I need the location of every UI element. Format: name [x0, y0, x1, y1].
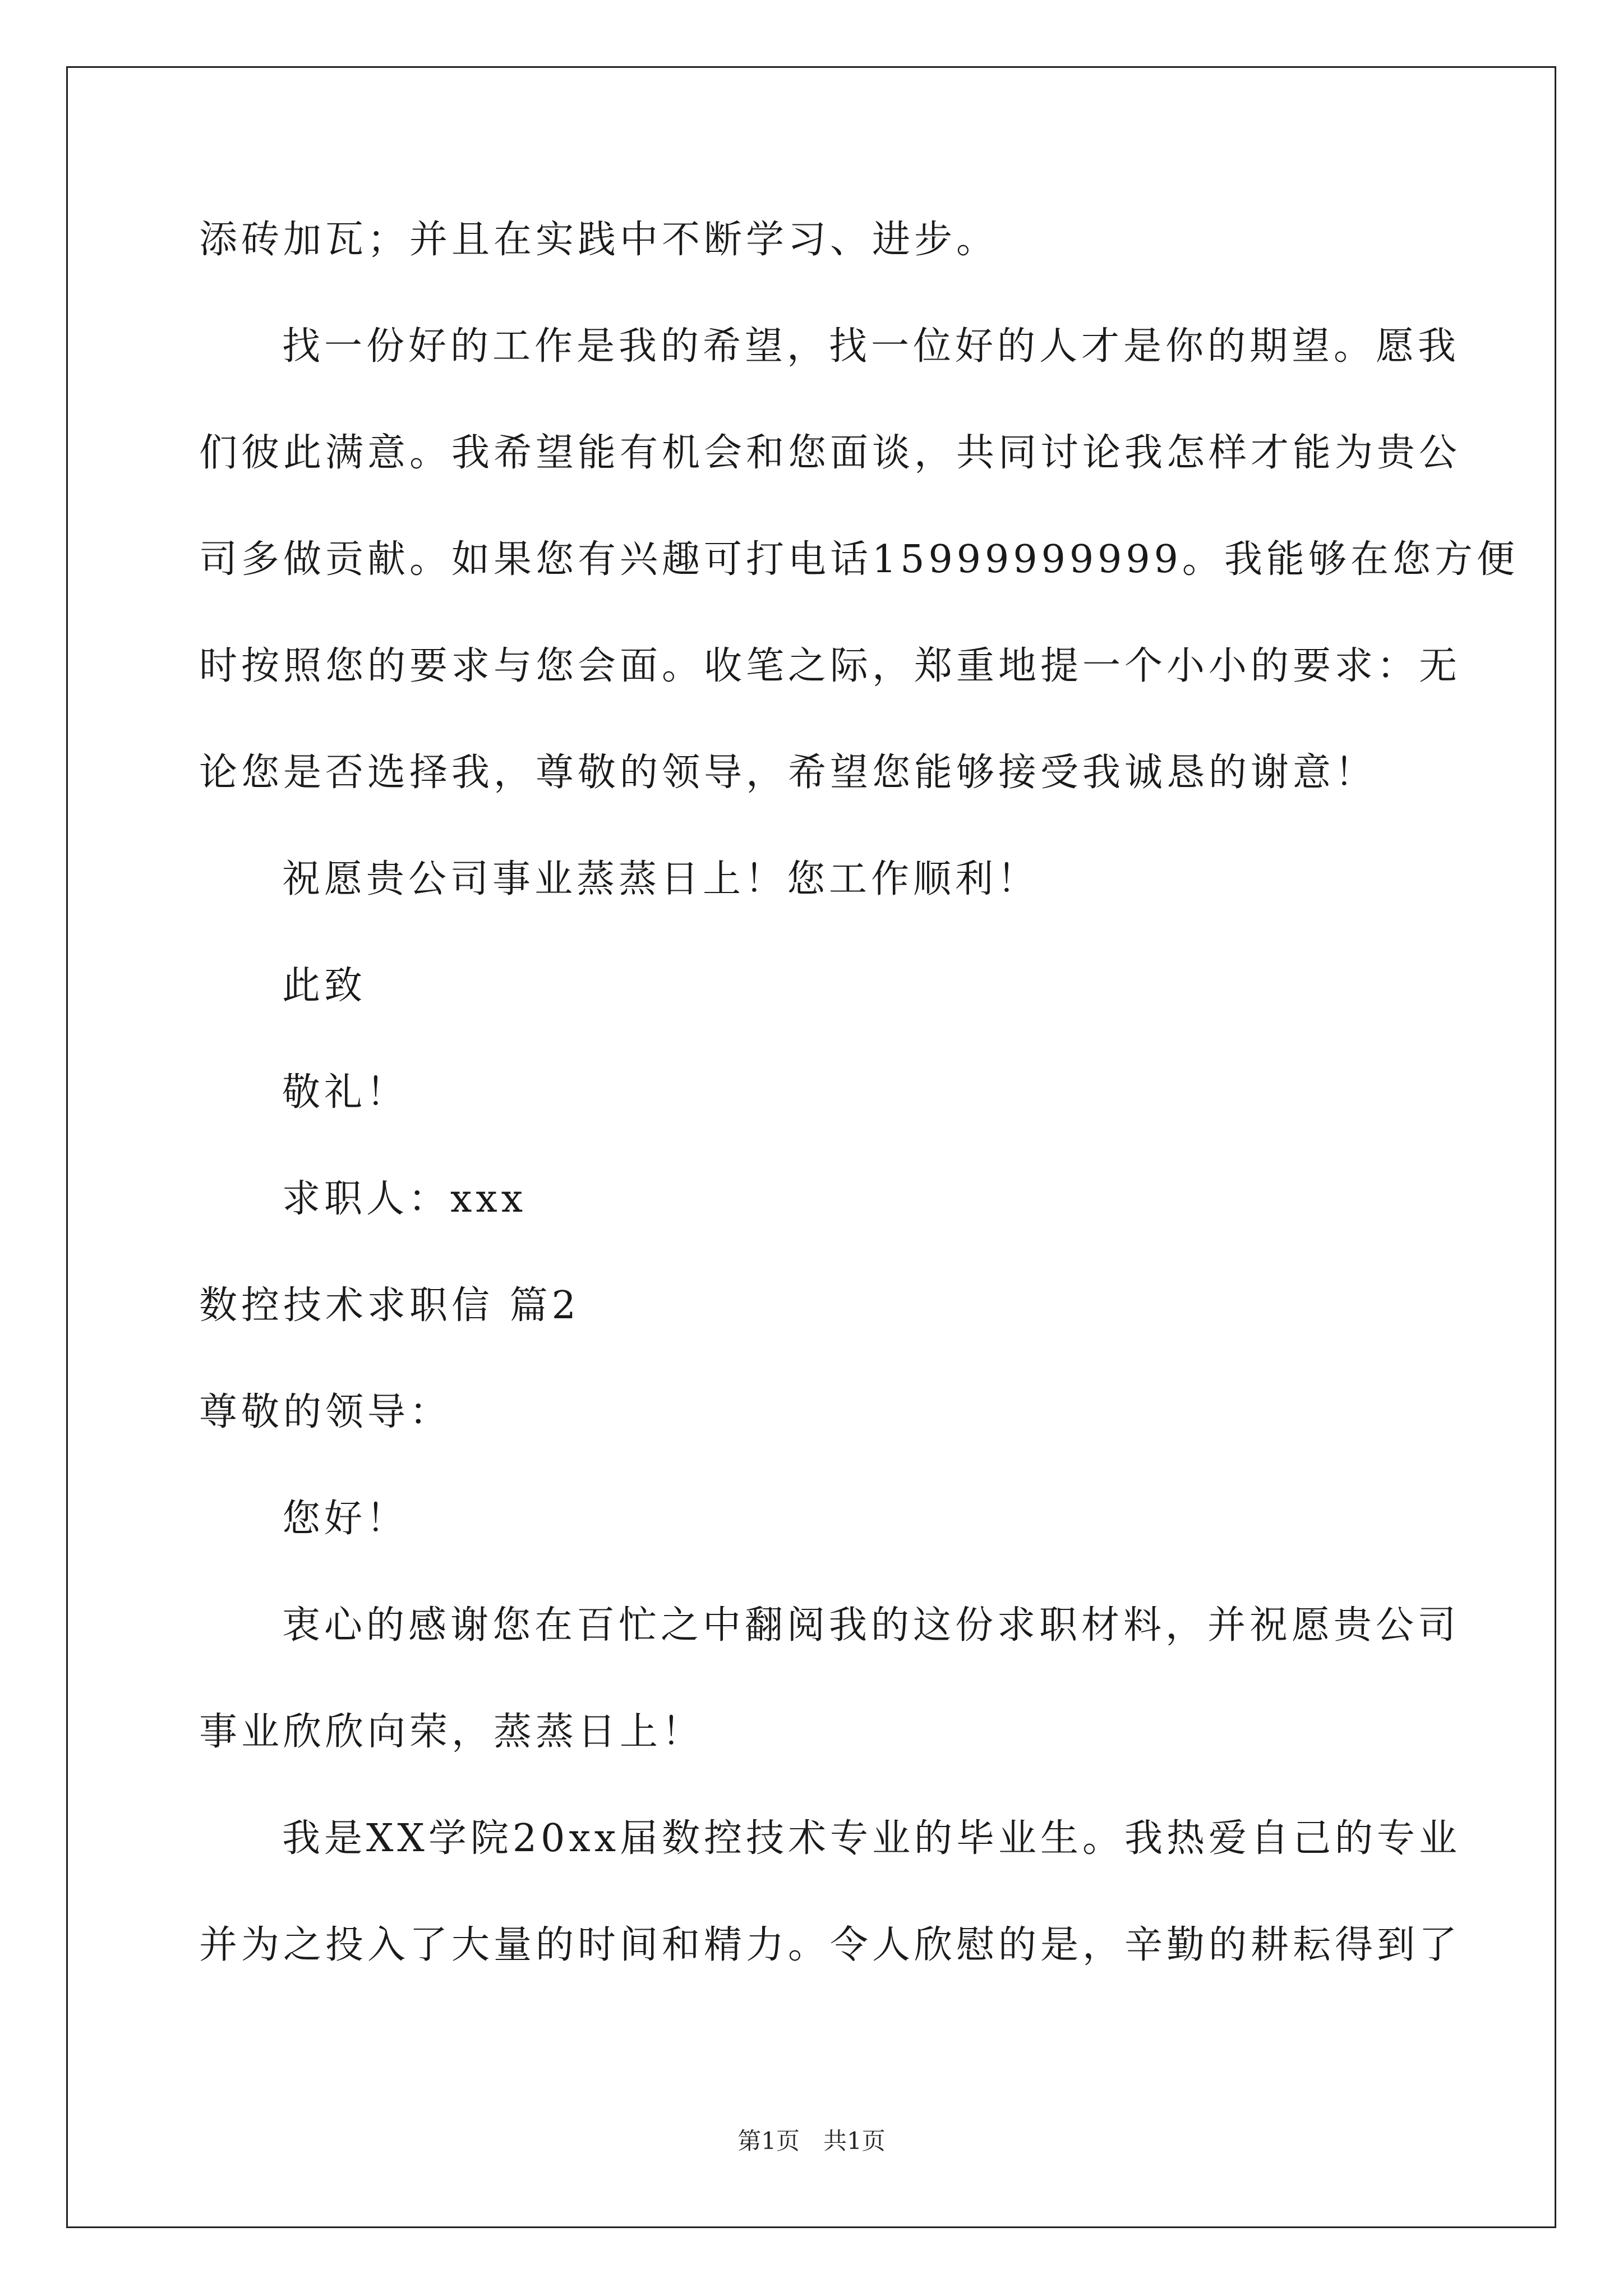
- paragraph-line: 我是XX学院20xx届数控技术专业的毕业生。我热爱自己的专业: [282, 1816, 1461, 1861]
- page-footer: 第1页 共1页: [737, 2127, 886, 2155]
- page-border: [66, 66, 1556, 2228]
- greeting-hello: 您好！: [282, 1497, 409, 1541]
- paragraph-line: 事业欣欣向荣，蒸蒸日上！: [199, 1710, 704, 1754]
- salutation-regards: 敬礼！: [282, 1070, 409, 1115]
- paragraph-line: 们彼此满意。我希望能有机会和您面谈，共同讨论我怎样才能为贵公: [199, 431, 1461, 475]
- signature-line: 求职人：xxx: [282, 1177, 527, 1221]
- greeting: 尊敬的领导：: [199, 1390, 452, 1434]
- paragraph-line: 并为之投入了大量的时间和精力。令人欣慰的是，辛勤的耕耘得到了: [199, 1923, 1461, 1967]
- paragraph-line: 论您是否选择我，尊敬的领导，希望您能够接受我诚恳的谢意！: [199, 751, 1377, 795]
- paragraph-line: 添砖加瓦；并且在实践中不断学习、进步。: [199, 218, 999, 262]
- paragraph-line: 司多做贡献。如果您有兴趣可打电话15999999999。我能够在您方便: [199, 537, 1519, 582]
- salutation-closing: 此致: [282, 964, 367, 1008]
- paragraph-line: 衷心的感谢您在百忙之中翻阅我的这份求职材料，并祝愿贵公司: [282, 1603, 1460, 1648]
- paragraph-line: 时按照您的要求与您会面。收笔之际，郑重地提一个小小的要求：无: [199, 644, 1461, 688]
- closing-wish: 祝愿贵公司事业蒸蒸日上！您工作顺利！: [282, 857, 1040, 901]
- section-title: 数控技术求职信 篇2: [199, 1283, 580, 1328]
- paragraph-line: 找一份好的工作是我的希望，找一位好的人才是你的期望。愿我: [282, 324, 1460, 369]
